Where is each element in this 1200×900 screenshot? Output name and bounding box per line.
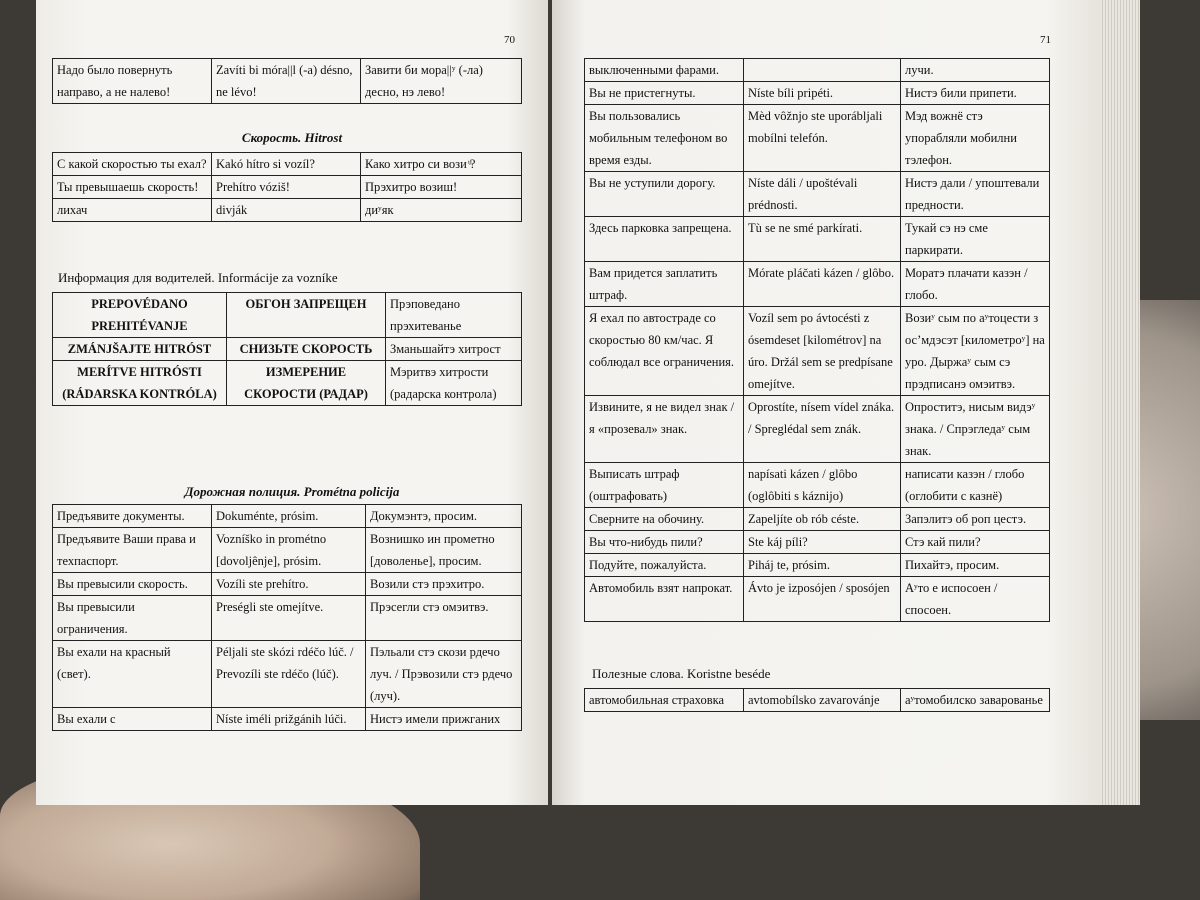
cell-ru: С какой скоростью ты ехал? <box>53 153 212 176</box>
cell-sl: Tù se ne smé parkírati. <box>744 217 901 262</box>
table-row <box>585 396 1050 463</box>
table-row <box>53 153 522 176</box>
cell-ru: Извините, я не видел знак / я «прозевал» знак. <box>585 396 744 463</box>
table-row <box>53 596 522 641</box>
cell-sl: Zavíti bi móra||l (-a) désno, ne lévo! <box>212 59 361 104</box>
cell-pron: лучи. <box>901 59 1050 82</box>
cell-pron: Тукай сэ нэ сме паркирати. <box>901 217 1050 262</box>
cell-sl: napísati kázen / glôbo (oglôbiti s káznijo) <box>744 463 901 508</box>
cell-sl: Vozníško in prométno [dovoljênje], prósim. <box>212 528 366 573</box>
cell-ru: Вам придется заплатить штраф. <box>585 262 744 307</box>
table-police <box>52 504 522 731</box>
cell-sl: divják <box>212 199 361 222</box>
table-row <box>53 528 522 573</box>
table-row <box>585 262 1050 307</box>
table-row <box>585 508 1050 531</box>
cell-pron: Стэ кай пили? <box>901 531 1050 554</box>
cell-sl: Vozíl sem po ávtocésti z ósemdeset [kilométrov] na úro. Držál sem se predpísane omejítve. <box>744 307 901 396</box>
table-row <box>53 59 522 104</box>
table-top <box>52 58 522 104</box>
table-row <box>585 217 1050 262</box>
cell-ru: Автомобиль взят напрокат. <box>585 577 744 622</box>
cell-pron: Пихайтэ, просим. <box>901 554 1050 577</box>
cell-ru: СНИЗЬТЕ СКОРОСТЬ <box>227 338 386 361</box>
table-row <box>53 293 522 338</box>
cell-ru: Вы не уступили дорогу. <box>585 172 744 217</box>
cell-pron: Мэд вожнё стэ упорабляли мобилни тэлефон. <box>901 105 1050 172</box>
cell-sl: ZMÁNJŠAJTE HITRÓST <box>53 338 227 361</box>
cell-sl: Níste bíli pripéti. <box>744 82 901 105</box>
cell-pron: Запэлитэ об роп цестэ. <box>901 508 1050 531</box>
cell-ru: Предъявите Ваши права и техпаспорт. <box>53 528 212 573</box>
cell-sl: Prehítro vóziš! <box>212 176 361 199</box>
table-row <box>585 172 1050 217</box>
cell-ru: Предъявите документы. <box>53 505 212 528</box>
cell-pron: Нистэ имели прижганих <box>366 708 522 731</box>
page-number: 71 <box>1040 34 1051 46</box>
cell-sl <box>744 59 901 82</box>
cell-sl: Péljali ste skózi rdéčo lúč. / Prevozíli ste rdéčo (lúč). <box>212 641 366 708</box>
section-title-police: Дорожная полиция. Prométna policija <box>184 484 400 499</box>
table-row <box>53 708 522 731</box>
cell-pron: Прэсегли стэ омэитвэ. <box>366 596 522 641</box>
cell-sl: MERÍTVE HITRÓSTI (RÁDARSKA KONTRÓLA) <box>53 361 227 406</box>
table-main <box>584 58 1050 622</box>
table-row <box>585 531 1050 554</box>
table-words <box>584 688 1050 712</box>
table-row <box>585 105 1050 172</box>
cell-sl: Mórate pláčati kázen / glôbo. <box>744 262 901 307</box>
section-title-speed: Скорость. Hitrost <box>241 130 343 145</box>
table-row <box>585 82 1050 105</box>
table-row <box>585 307 1050 396</box>
cell-pron: Аʸто е испосоен / спосоен. <box>901 577 1050 622</box>
cell-pron: Вознишко ин прометно [доволенье], просим. <box>366 528 522 573</box>
cell-sl: Piháj te, prósim. <box>744 554 901 577</box>
cell-pron: Опроститэ, нисым видэʸ знака. / Спрэгледаʸ сым знак. <box>901 396 1050 463</box>
cell-pron: написати казэн / глобо (оглобити с казнё) <box>901 463 1050 508</box>
table-row <box>53 505 522 528</box>
cell-ru: Вы не пристегнуты. <box>585 82 744 105</box>
cell-ru: ИЗМЕРЕНИЕ СКОРОСТИ (РАДАР) <box>227 361 386 406</box>
cell-ru: Вы пользовались мобильным телефоном во время езды. <box>585 105 744 172</box>
cell-pron: Моратэ плачати казэн / глобо. <box>901 262 1050 307</box>
cell-sl: avtomobílsko zavarovánje <box>744 689 901 712</box>
table-row <box>53 338 522 361</box>
section-title-words: Полезные слова. Koristne beséde <box>592 666 771 681</box>
cell-pron: Пэльали стэ скози рдечо луч. / Прэвозили стэ рдечо (луч). <box>366 641 522 708</box>
cell-ru: Вы ехали на красный (свет). <box>53 641 212 708</box>
cell-pron: Завити би мора||ʸ (-ла) десно, нэ лево! <box>361 59 522 104</box>
cell-pron: Мэритвэ хитрости (радарска контрола) <box>386 361 522 406</box>
cell-pron: Прэхитро возиш! <box>361 176 522 199</box>
cell-ru: Выписать штраф (оштрафовать) <box>585 463 744 508</box>
cell-ru: Вы что-нибудь пили? <box>585 531 744 554</box>
cell-sl: Zapeljíte ob rób céste. <box>744 508 901 531</box>
cell-ru: лихач <box>53 199 212 222</box>
cell-ru: автомобильная страховка <box>585 689 744 712</box>
cell-sl: Ávto je izposójen / sposójen <box>744 577 901 622</box>
page-edges <box>1100 0 1140 805</box>
cell-sl: Preségli ste omejítve. <box>212 596 366 641</box>
cell-pron: Возиʸ сым по аʸтоцести з ос’мдэсэт [километроʸ] на уро. Дыржаʸ сым сэ прэдписанэ омэитвэ. <box>901 307 1050 396</box>
table-row <box>585 689 1050 712</box>
cell-pron: Зманьшайтэ хитрост <box>386 338 522 361</box>
table-row <box>585 59 1050 82</box>
table-row <box>585 577 1050 622</box>
table-row <box>53 573 522 596</box>
left-page <box>36 0 548 805</box>
cell-sl: Ste káj píli? <box>744 531 901 554</box>
cell-ru: ОБГОН ЗАПРЕЩЕН <box>227 293 386 338</box>
table-row <box>53 176 522 199</box>
cell-ru: Здесь парковка запрещена. <box>585 217 744 262</box>
table-row <box>53 641 522 708</box>
cell-sl: PREPOVÉDANO PREHITÉVANJE <box>53 293 227 338</box>
cell-pron: Возили стэ прэхитро. <box>366 573 522 596</box>
cell-sl: Oprostíte, nísem vídel znáka. / Spreglédal sem znák. <box>744 396 901 463</box>
section-title-drivers: Информация для водителей. Informácije za vozníke <box>58 270 338 285</box>
cell-pron: аʸтомобилско заварованье <box>901 689 1050 712</box>
cell-ru: выключенными фарами. <box>585 59 744 82</box>
cell-ru: Вы ехали с <box>53 708 212 731</box>
cell-pron: Како хитро си вози ͧ? <box>361 153 522 176</box>
cell-pron: диʸяк <box>361 199 522 222</box>
table-row <box>585 554 1050 577</box>
page-number: 70 <box>504 34 515 46</box>
cell-sl: Mèd vôžnjo ste uporábljali mobílni telefón. <box>744 105 901 172</box>
table-signs <box>52 292 522 406</box>
cell-ru: Вы превысили ограничения. <box>53 596 212 641</box>
cell-ru: Вы превысили скорость. <box>53 573 212 596</box>
table-speed <box>52 152 522 222</box>
cell-ru: Подуйте, пожалуйста. <box>585 554 744 577</box>
cell-ru: Надо было повернуть направо, а не налево! <box>53 59 212 104</box>
cell-sl: Dokuménte, prósim. <box>212 505 366 528</box>
table-row <box>53 361 522 406</box>
right-page <box>552 0 1100 805</box>
cell-pron: Нистэ били припети. <box>901 82 1050 105</box>
cell-ru: Ты превышаешь скорость! <box>53 176 212 199</box>
cell-sl: Níste dáli / upoštévali prédnosti. <box>744 172 901 217</box>
cell-pron: Прэповедано прэхитеванье <box>386 293 522 338</box>
cell-pron: Докумэнтэ, просим. <box>366 505 522 528</box>
cell-sl: Kakó hítro si vozíl? <box>212 153 361 176</box>
cell-sl: Níste iméli prižgánih lúči. <box>212 708 366 731</box>
cell-sl: Vozíli ste prehítro. <box>212 573 366 596</box>
cell-ru: Я ехал по автостраде со скоростью 80 км/час. Я соблюдал все ограничения. <box>585 307 744 396</box>
cell-ru: Сверните на обочину. <box>585 508 744 531</box>
table-row <box>53 199 522 222</box>
table-row <box>585 463 1050 508</box>
cell-pron: Нистэ дали / упоштевали предности. <box>901 172 1050 217</box>
